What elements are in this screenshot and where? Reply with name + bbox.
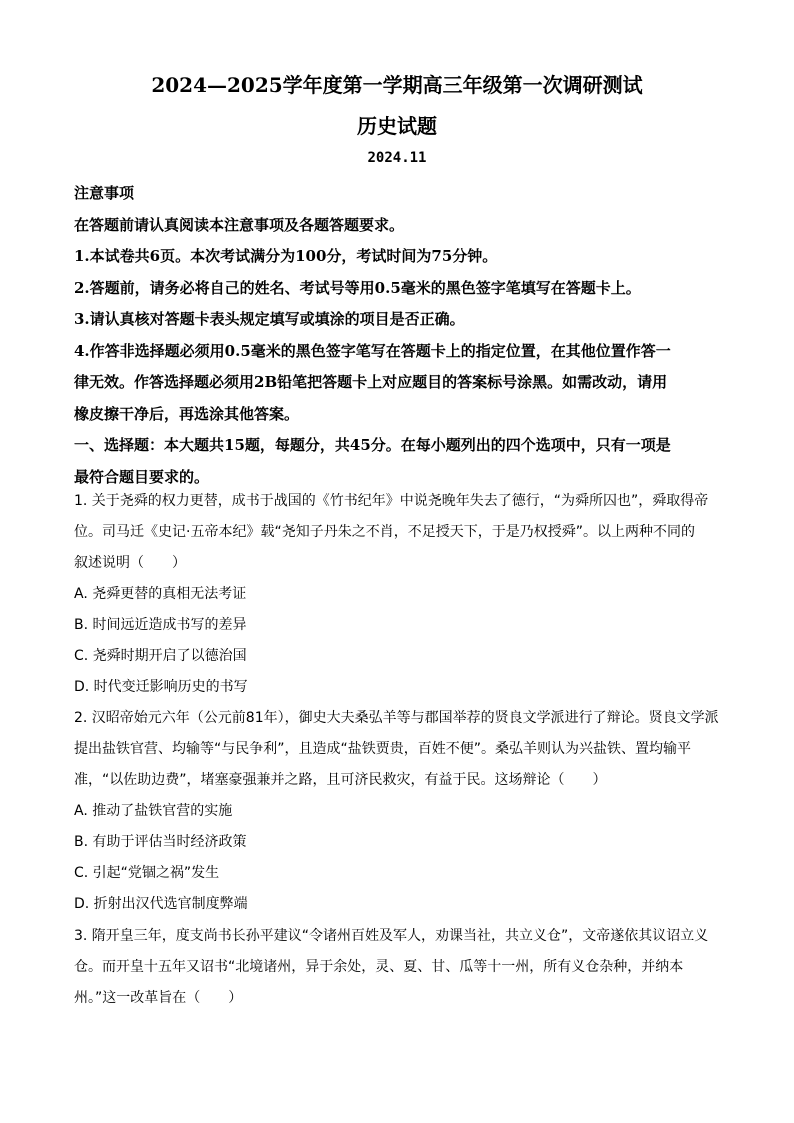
question-3	[74, 921, 724, 1014]
notice-item: 2.答题前，请务必将自己的姓名、考试号等用0.5毫米的黑色签字笔填写在答题卡上。	[74, 278, 641, 297]
option-c: C. 尧舜时期开启了以德治国	[74, 648, 247, 664]
notice-block	[74, 178, 724, 493]
notice-item: 橡皮擦干净后，再选涂其他答案。	[74, 404, 300, 423]
option-b: B. 有助于评估当时经济政策	[74, 834, 247, 850]
notice-item: 4.作答非选择题必须用0.5毫米的黑色签字笔写在答题卡上的指定位置，在其他位置作答一	[74, 341, 671, 360]
question-2	[74, 703, 724, 920]
notice-heading: 注意事项	[74, 184, 135, 202]
question-stem: 1. 关于尧舜的权力更替，成书于战国的《竹书纪年》中说尧晚年失去了德行，“为舜所囚也”，舜取得帝	[74, 493, 709, 509]
option-d: D. 折射出汉代选官制度弊端	[74, 896, 248, 912]
exam-title: 2024—2025学年度第一学期高三年级第一次调研测试	[151, 73, 643, 97]
section-heading-cont: 最符合题目要求的。	[74, 467, 210, 486]
exam-date: 2024.11	[367, 150, 427, 166]
notice-item: 律无效。作答选择题必须用2B铅笔把答题卡上对应题目的答案标号涂黑。如需改动，请用	[74, 373, 668, 391]
question-stem: 提出盐铁官营、均输等“与民争利”，且造成“盐铁贾贵，百姓不便”。桑弘羊则认为兴盐铁、置均输平	[74, 741, 692, 757]
option-b: B. 时间远近造成书写的差异	[74, 617, 247, 633]
exam-subject: 历史试题	[357, 114, 437, 138]
question-stem: 州。”这一改革旨在（ ）	[74, 990, 243, 1006]
question-1	[74, 486, 724, 703]
question-stem: 位。司马迁《史记·五帝本纪》载“尧知子丹朱之不肖，不足授天下，于是乃权授舜”。以上两种不同的	[74, 524, 695, 540]
question-stem: 叙述说明（ ）	[74, 555, 186, 571]
question-stem: 准，“以佐助边费”，堵塞豪强兼并之路，且可济民救灾，有益于民。这场辩论（ ）	[74, 772, 607, 788]
option-a: A. 尧舜更替的真相无法考证	[74, 586, 247, 602]
option-d: D. 时代变迁影响历史的书写	[74, 679, 248, 695]
section-heading: 一、选择题：本大题共15题，每题分，共45分。在每小题列出的四个选项中，只有一项是	[74, 436, 671, 454]
notice-item: 1.本试卷共6页。本次考试满分为100分，考试时间为75分钟。	[74, 247, 498, 265]
notice-item: 3.请认真核对答题卡表头规定填写或填涂的项目是否正确。	[74, 310, 465, 328]
option-a: A. 推动了盐铁官营的实施	[74, 803, 233, 819]
question-stem: 仓。而开皇十五年又诏书“北境诸州，异于余处，灵、夏、甘、瓜等十一州，所有义仓杂种，并纳本	[74, 959, 684, 975]
option-c: C. 引起“党锢之祸”发生	[74, 865, 220, 881]
question-stem: 2. 汉昭帝始元六年（公元前81年），御史大夫桑弘羊等与郡国举荐的贤良文学派进行了辩论。贤良文学派	[74, 710, 719, 726]
notice-intro: 在答题前请认真阅读本注意事项及各题答题要求。	[74, 215, 405, 234]
question-stem: 3. 隋开皇三年，度支尚书长孙平建议“令诸州百姓及军人，劝课当社，共立义仓”，文帝遂依其议诏立义	[74, 928, 709, 944]
